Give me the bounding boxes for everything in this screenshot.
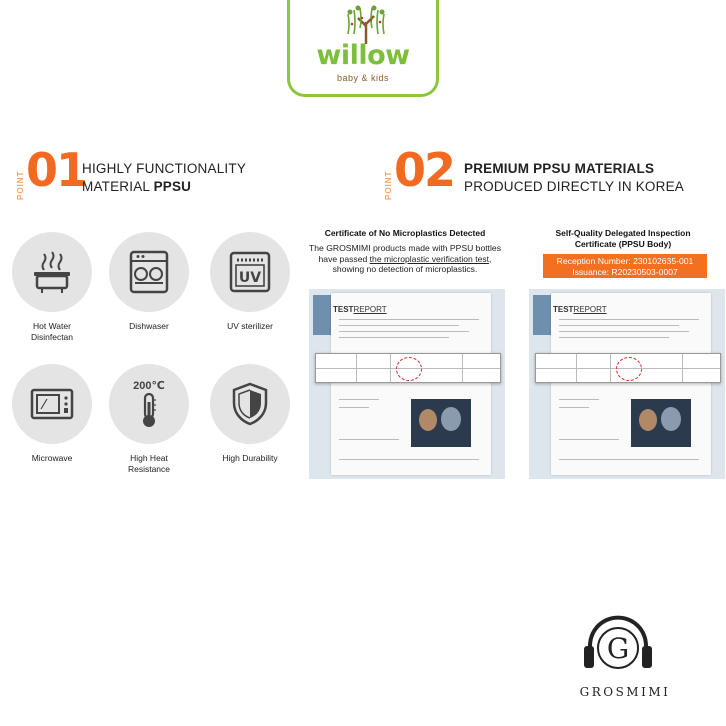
certificate-1-document: TESTREPORT (309, 289, 505, 479)
dishwasher-icon (126, 249, 172, 295)
feature-label: Hot Water Disinfectan (30, 321, 74, 342)
brand-logo (287, 0, 439, 97)
certificate-2-numbers (543, 254, 707, 278)
brand-tagline: baby & kids (336, 73, 390, 83)
feature-label: High Durability (222, 453, 278, 463)
point-01-header (16, 143, 256, 206)
certificate-1-title: Certificate of No Microplastics Detected (324, 228, 486, 238)
point-02-header (384, 143, 684, 206)
feature-high-durability (200, 364, 300, 464)
shield-icon (230, 381, 270, 427)
point-title (82, 160, 246, 196)
product-photo (631, 399, 691, 447)
zoomed-result-table (535, 353, 721, 383)
issuance-number: Issuance: R20230503-0007 (572, 267, 678, 277)
point-title-line2: MATERIAL PPSU (82, 179, 192, 194)
feature-label: High Heat Resistance (127, 453, 171, 474)
feature-microwave (2, 364, 102, 464)
brand-name: willow (316, 40, 410, 71)
product-photo (411, 399, 471, 447)
grosmimi-wordmark: GROSMIMI (579, 685, 671, 699)
point-side-label: POINT (16, 170, 25, 200)
zoomed-result-table (315, 353, 501, 383)
point-title-line1: HIGHLY FUNCTIONALITY (82, 161, 247, 176)
temperature-text: 200℃ (133, 380, 165, 392)
point-title (464, 160, 684, 196)
willow-tree-icon (338, 4, 394, 44)
uv-sterilizer-icon (227, 249, 273, 295)
reception-number: Reception Number: 230102635-001 (556, 256, 694, 266)
feature-high-heat (99, 364, 199, 475)
certificate-2-document: TESTREPORT (529, 289, 725, 479)
point-number: 01 (26, 143, 87, 197)
thermometer-icon (139, 392, 159, 428)
microwave-icon (29, 384, 75, 424)
svg-text:UV: UV (238, 270, 262, 286)
point-title-line2: PRODUCED DIRECTLY IN KOREA (464, 179, 684, 194)
feature-uv-sterilizer (200, 232, 300, 332)
feature-label: Dishwaser (129, 321, 169, 331)
feature-dishwasher (99, 232, 199, 332)
point-number: 02 (394, 143, 455, 197)
certificate-2-title: Self-Quality Delegated Inspection Certificate (PPSU Body) (555, 228, 691, 249)
feature-label: Microwave (31, 453, 73, 463)
point-side-label: POINT (384, 170, 393, 200)
feature-hot-water (2, 232, 102, 343)
point-title-line1: PREMIUM PPSU MATERIALS (464, 161, 655, 176)
grosmimi-logo-icon (578, 606, 658, 686)
feature-label: UV sterilizer (227, 321, 273, 331)
certificate-1-description: The GROSMIMI products made with PPSU bottles have passed the microplastic verification test, showing no detection of microplastics. (309, 243, 501, 274)
hot-water-pot-icon (28, 248, 76, 296)
svg-text:G: G (606, 632, 630, 665)
